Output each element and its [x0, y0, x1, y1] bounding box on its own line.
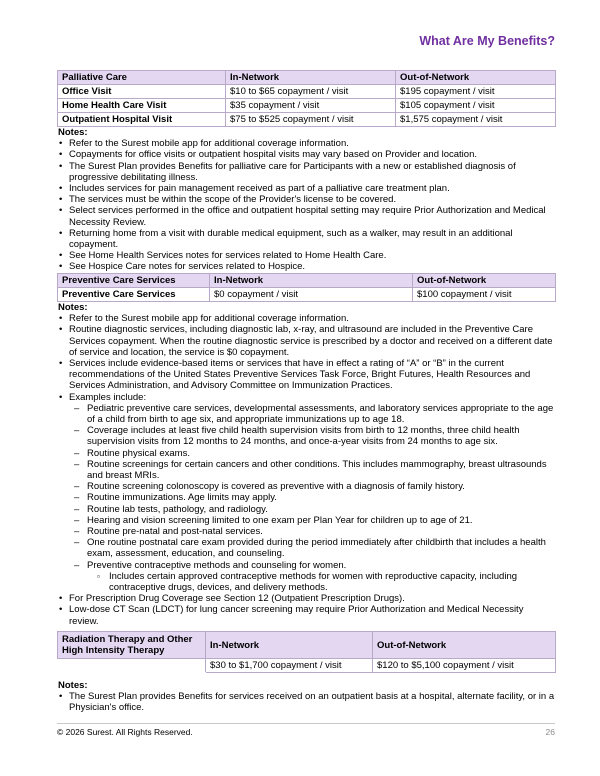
list-item: – Coverage includes at least five child health supervision visits from birth to 12 months, three child health supervision visits from 12 months to 24 months, and once-a-year visits from 24 months to age six.	[69, 425, 555, 447]
notes-label: Notes:	[58, 127, 88, 138]
table-header-cell: Preventive Care Services	[58, 274, 210, 288]
list-item: • Select services performed in the office and outpatient hospital setting may require Prior Authorization and Medical Necessity Review.	[57, 205, 555, 227]
list-item: – Routine pre-natal and post-natal services.	[69, 526, 555, 537]
table-row	[58, 288, 556, 302]
in-network-cost: $30 to $1,700 copayment / visit	[206, 659, 373, 673]
list-item: • The Surest Plan provides Benefits for palliative care for Participants with a new or established diagnosis of progressive debilitating illness.	[57, 161, 555, 183]
table-row	[58, 99, 556, 113]
list-item: • See Hospice Care notes for services related to Hospice.	[57, 261, 555, 272]
radiation-notes	[57, 680, 555, 714]
row-label: Home Health Care Visit	[58, 99, 226, 113]
notes-label: Notes:	[58, 680, 88, 691]
examples-label: Examples include:	[69, 391, 147, 403]
list-item: • Copayments for office visits or outpatient hospital visits may vary based on Provider and location.	[57, 149, 555, 160]
list-item: – Routine immunizations. Age limits may apply.	[69, 492, 555, 503]
table-header-row	[58, 632, 556, 659]
copyright-text: © 2026 Surest. All Rights Reserved.	[57, 727, 193, 737]
table-header-cell: In-Network	[206, 632, 373, 659]
in-network-cost: $0 copayment / visit	[210, 288, 413, 302]
in-network-cost: $35 copayment / visit	[226, 99, 396, 113]
list-item: – Hearing and vision screening limited to one exam per Plan Year for children up to age of 21.	[69, 515, 555, 526]
row-label: Outpatient Hospital Visit	[58, 113, 226, 127]
table-header-cell: Radiation Therapy and Other High Intensity Therapy	[58, 632, 206, 659]
page-number: 26	[545, 727, 555, 737]
list-item: • The Surest Plan provides Benefits for services received on an outpatient basis at a hospital, alternate facility, or in a Physician's office.	[57, 691, 555, 713]
list-item: ▫ Includes certain approved contraceptive methods for women with reproductive capacity, including contraceptive drugs, devices, and delivery methods.	[87, 571, 555, 593]
out-of-network-cost: $1,575 copayment / visit	[396, 113, 556, 127]
page-title: What Are My Benefits?	[419, 34, 555, 48]
notes-list	[57, 313, 555, 627]
radiation-therapy-section	[57, 631, 556, 714]
list-item: • Routine diagnostic services, including diagnostic lab, x-ray, and ultrasound are included in the Preventive Care Services copayment. When the routine diagnostic service is prescribed by a doctor and received on a different date of service and location, the service is $0 copayment.	[57, 324, 555, 358]
table-header-row	[58, 274, 556, 288]
table-row	[58, 113, 556, 127]
out-of-network-cost: $105 copayment / visit	[396, 99, 556, 113]
palliative-care-table	[57, 70, 556, 127]
row-label	[58, 659, 206, 673]
list-item: – Routine lab tests, pathology, and radiology.	[69, 504, 555, 515]
row-label: Preventive Care Services	[58, 288, 210, 302]
list-item: – Routine screenings for certain cancers and other conditions. This includes mammography, breast ultrasounds and breast MRIs.	[69, 459, 555, 481]
list-item: • Refer to the Surest mobile app for additional coverage information.	[57, 138, 555, 149]
table-header-cell: Palliative Care	[58, 71, 226, 85]
table-header-cell: Out-of-Network	[373, 632, 556, 659]
table-header-cell: Out-of-Network	[413, 274, 556, 288]
list-item: • See Home Health Services notes for services related to Home Health Care.	[57, 250, 555, 261]
table-header-cell: In-Network	[210, 274, 413, 288]
out-of-network-cost: $120 to $5,100 copayment / visit	[373, 659, 556, 673]
list-item: – Pediatric preventive care services, developmental assessments, and laboratory services appropriate to the age of a child from birth to age six, and appropriate immunizations up to age 18.	[69, 403, 555, 425]
list-item: • Returning home from a visit with durable medical equipment, such as a walker, may result in an additional copayment.	[57, 228, 555, 250]
preventive-care-table	[57, 273, 556, 302]
notes-list	[57, 138, 555, 272]
examples-list	[69, 403, 555, 593]
list-item: • Services include evidence-based items or services that have in effect a rating of “A” or “B” in the current recommendations of the United States Preventive Services Task Force, Bright Futures, Health Resources and Services Administration, and Advisory Committee on Immunization Practices.	[57, 358, 555, 392]
preventive-notes	[57, 302, 555, 627]
palliative-notes	[57, 127, 555, 273]
radiation-therapy-table	[57, 631, 556, 673]
list-item: • Includes services for pain management received as part of a palliative care treatment plan.	[57, 183, 555, 194]
list-item: – One routine postnatal care exam provided during the period immediately after childbirth that includes a health exam, assessment, education, and counseling.	[69, 537, 555, 559]
list-item: • For Prescription Drug Coverage see Section 12 (Outpatient Prescription Drugs).	[57, 593, 555, 604]
document-page	[57, 0, 555, 776]
in-network-cost: $75 to $525 copayment / visit	[226, 113, 396, 127]
list-item	[69, 560, 555, 594]
table-header-row	[58, 71, 556, 85]
list-item: – Routine screening colonoscopy is covered as preventive with a diagnosis of family history.	[69, 481, 555, 492]
row-label: Office Visit	[58, 85, 226, 99]
palliative-care-section	[57, 70, 556, 273]
list-item: – Routine physical exams.	[69, 448, 555, 459]
list-item: • The services must be within the scope of the Provider's license to be covered.	[57, 194, 555, 205]
contraceptive-list	[87, 571, 555, 593]
out-of-network-cost: $100 copayment / visit	[413, 288, 556, 302]
preventive-care-section	[57, 273, 556, 627]
table-header-cell: Out-of-Network	[396, 71, 556, 85]
list-item: • Refer to the Surest mobile app for additional coverage information.	[57, 313, 555, 324]
table-header-cell: In-Network	[226, 71, 396, 85]
page-footer	[57, 723, 555, 738]
table-row	[58, 659, 556, 673]
in-network-cost: $10 to $65 copayment / visit	[226, 85, 396, 99]
list-item	[57, 392, 555, 594]
notes-list	[57, 691, 555, 713]
table-row	[58, 85, 556, 99]
notes-label: Notes:	[58, 302, 88, 313]
contraceptive-label: Preventive contraceptive methods and counseling for women.	[87, 559, 347, 571]
list-item: • Low-dose CT Scan (LDCT) for lung cancer screening may require Prior Authorization and Medical Necessity review.	[57, 604, 555, 626]
out-of-network-cost: $195 copayment / visit	[396, 85, 556, 99]
